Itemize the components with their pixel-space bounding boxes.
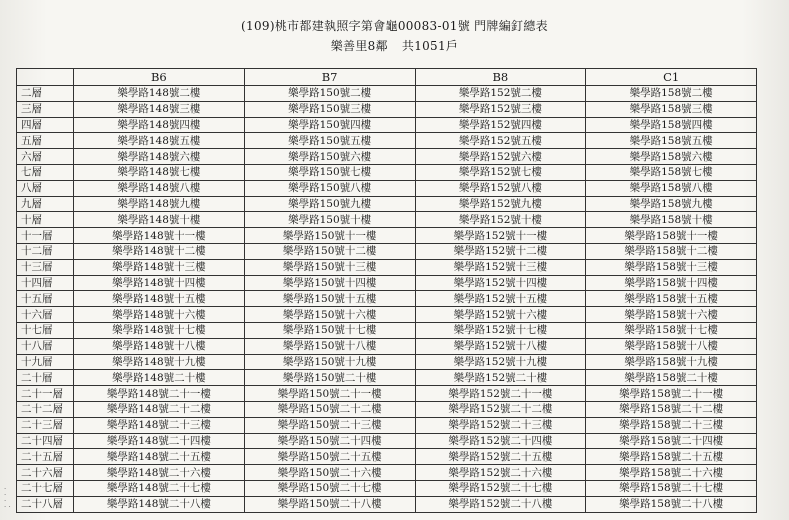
address-cell: 樂學路148號十五樓 [74,291,245,307]
address-cell: 樂學路158號十一樓 [586,228,757,244]
address-cell: 樂學路150號七樓 [244,164,415,180]
address-cell: 樂學路150號十四樓 [244,275,415,291]
table-row [17,465,757,481]
table-row [17,291,757,307]
address-cell: 樂學路158號十六樓 [586,307,757,323]
address-cell: 樂學路148號二十七樓 [74,480,245,496]
address-cell: 樂學路152號九樓 [415,196,586,212]
floor-label: 十四層 [17,275,74,291]
column-header-b6: B6 [74,69,245,86]
address-cell: 樂學路152號二十七樓 [415,480,586,496]
address-cell: 樂學路158號二十六樓 [586,465,757,481]
address-cell: 樂學路148號十三樓 [74,259,245,275]
address-cell: 樂學路148號三樓 [74,101,245,117]
address-cell: 樂學路152號二十八樓 [415,496,586,512]
address-cell: 樂學路158號十四樓 [586,275,757,291]
address-cell: 樂學路148號二十八樓 [74,496,245,512]
floor-label: 二十二層 [17,401,74,417]
address-cell: 樂學路150號十八樓 [244,338,415,354]
address-cell: 樂學路148號六樓 [74,149,245,165]
address-cell: 樂學路148號二十四樓 [74,433,245,449]
table-row [17,354,757,370]
header-row [17,69,757,86]
address-cell: 樂學路152號十二樓 [415,243,586,259]
floor-label: 二十三層 [17,417,74,433]
address-cell: 樂學路158號四樓 [586,117,757,133]
address-cell: 樂學路148號十九樓 [74,354,245,370]
table-row [17,196,757,212]
address-cell: 樂學路148號十樓 [74,212,245,228]
address-cell: 樂學路148號五樓 [74,133,245,149]
address-cell: 樂學路148號十八樓 [74,338,245,354]
table-row [17,417,757,433]
address-cell: 樂學路148號二十六樓 [74,465,245,481]
address-cell: 樂學路148號十一樓 [74,228,245,244]
address-cell: 樂學路152號七樓 [415,164,586,180]
corner-cell [17,69,74,86]
table-row [17,401,757,417]
floor-label: 三層 [17,101,74,117]
address-cell: 樂學路152號二十四樓 [415,433,586,449]
address-cell: 樂學路158號二十三樓 [586,417,757,433]
address-cell: 樂學路152號十八樓 [415,338,586,354]
address-cell: 樂學路152號十一樓 [415,228,586,244]
scan-speckle-marks: · · · · · [4,485,11,511]
table-body [17,86,757,513]
floor-label: 十二層 [17,243,74,259]
address-cell: 樂學路152號十九樓 [415,354,586,370]
table-row [17,259,757,275]
address-cell: 樂學路158號十三樓 [586,259,757,275]
address-cell: 樂學路152號十三樓 [415,259,586,275]
address-cell: 樂學路152號三樓 [415,101,586,117]
address-cell: 樂學路148號二十一樓 [74,386,245,402]
floor-label: 十三層 [17,259,74,275]
address-cell: 樂學路150號六樓 [244,149,415,165]
table-row [17,101,757,117]
address-cell: 樂學路158號十五樓 [586,291,757,307]
address-cell: 樂學路150號二十六樓 [244,465,415,481]
address-cell: 樂學路150號四樓 [244,117,415,133]
table-row [17,164,757,180]
neighborhood-label: 樂善里8鄰 [330,39,388,53]
address-cell: 樂學路158號二十八樓 [586,496,757,512]
address-cell: 樂學路150號八樓 [244,180,415,196]
table-header [17,69,757,86]
floor-label: 十五層 [17,291,74,307]
table-row [17,338,757,354]
address-cell: 樂學路150號十二樓 [244,243,415,259]
address-cell: 樂學路150號二十七樓 [244,480,415,496]
address-cell: 樂學路150號二十一樓 [244,386,415,402]
address-cell: 樂學路152號十六樓 [415,307,586,323]
address-cell: 樂學路152號二樓 [415,86,586,102]
address-cell: 樂學路158號二十五樓 [586,449,757,465]
table-row [17,275,757,291]
address-cell: 樂學路152號二十樓 [415,370,586,386]
table-row [17,149,757,165]
table-row [17,243,757,259]
floor-label: 二十一層 [17,386,74,402]
address-cell: 樂學路150號十五樓 [244,291,415,307]
address-cell: 樂學路158號十九樓 [586,354,757,370]
table-row [17,228,757,244]
address-cell: 樂學路150號十七樓 [244,322,415,338]
table-row [17,480,757,496]
floor-label: 二層 [17,86,74,102]
address-cell: 樂學路158號十樓 [586,212,757,228]
address-cell: 樂學路148號八樓 [74,180,245,196]
address-cell: 樂學路148號二十三樓 [74,417,245,433]
column-header-c1: C1 [586,69,757,86]
floor-label: 五層 [17,133,74,149]
address-cell: 樂學路158號六樓 [586,149,757,165]
address-cell: 樂學路158號十七樓 [586,322,757,338]
address-cell: 樂學路150號十九樓 [244,354,415,370]
address-cell: 樂學路152號二十三樓 [415,417,586,433]
floor-label: 八層 [17,180,74,196]
table-row [17,386,757,402]
address-cell: 樂學路150號九樓 [244,196,415,212]
floor-label: 十八層 [17,338,74,354]
floor-label: 七層 [17,164,74,180]
address-cell: 樂學路150號十樓 [244,212,415,228]
address-cell: 樂學路150號二十二樓 [244,401,415,417]
address-cell: 樂學路158號八樓 [586,180,757,196]
floor-label: 二十五層 [17,449,74,465]
document-subtitle [0,37,789,54]
table-row [17,117,757,133]
address-cell: 樂學路150號二十三樓 [244,417,415,433]
address-cell: 樂學路150號十一樓 [244,228,415,244]
floor-label: 九層 [17,196,74,212]
address-cell: 樂學路158號二十七樓 [586,480,757,496]
table-row [17,370,757,386]
floor-label: 二十四層 [17,433,74,449]
table-row [17,433,757,449]
address-cell: 樂學路152號四樓 [415,117,586,133]
address-cell: 樂學路152號十七樓 [415,322,586,338]
floor-label: 十六層 [17,307,74,323]
column-header-b7: B7 [244,69,415,86]
address-cell: 樂學路152號五樓 [415,133,586,149]
door-number-table [16,68,757,513]
floor-label: 六層 [17,149,74,165]
table-row [17,322,757,338]
address-cell: 樂學路150號二十五樓 [244,449,415,465]
address-cell: 樂學路148號七樓 [74,164,245,180]
floor-label: 十九層 [17,354,74,370]
address-cell: 樂學路148號十六樓 [74,307,245,323]
floor-label: 二十七層 [17,480,74,496]
address-cell: 樂學路148號十二樓 [74,243,245,259]
table-row [17,307,757,323]
table-row [17,212,757,228]
address-cell: 樂學路148號九樓 [74,196,245,212]
table-row [17,86,757,102]
address-cell: 樂學路150號五樓 [244,133,415,149]
address-cell: 樂學路158號五樓 [586,133,757,149]
address-cell: 樂學路150號二十樓 [244,370,415,386]
address-cell: 樂學路150號三樓 [244,101,415,117]
address-cell: 樂學路152號十四樓 [415,275,586,291]
floor-label: 二十八層 [17,496,74,512]
address-cell: 樂學路158號二十四樓 [586,433,757,449]
address-cell: 樂學路152號二十五樓 [415,449,586,465]
floor-label: 十層 [17,212,74,228]
address-cell: 樂學路150號十三樓 [244,259,415,275]
address-cell: 樂學路152號十樓 [415,212,586,228]
table-row [17,449,757,465]
floor-label: 四層 [17,117,74,133]
address-cell: 樂學路152號六樓 [415,149,586,165]
floor-label: 二十六層 [17,465,74,481]
address-cell: 樂學路158號十八樓 [586,338,757,354]
table-row [17,180,757,196]
document-title: (109)桃市都建執照字第會龜00083-01號 門牌編釘總表 [241,19,548,33]
address-cell: 樂學路152號八樓 [415,180,586,196]
address-cell: 樂學路148號四樓 [74,117,245,133]
floor-label: 二十層 [17,370,74,386]
address-cell: 樂學路150號二十四樓 [244,433,415,449]
address-cell: 樂學路158號三樓 [586,101,757,117]
address-cell: 樂學路148號二十二樓 [74,401,245,417]
address-cell: 樂學路158號二十樓 [586,370,757,386]
address-cell: 樂學路158號十二樓 [586,243,757,259]
address-cell: 樂學路158號七樓 [586,164,757,180]
floor-label: 十七層 [17,322,74,338]
address-cell: 樂學路150號二樓 [244,86,415,102]
address-cell: 樂學路158號二十一樓 [586,386,757,402]
household-count: 共1051戶 [401,39,459,53]
address-cell: 樂學路148號十七樓 [74,322,245,338]
address-cell: 樂學路148號二十樓 [74,370,245,386]
address-cell: 樂學路152號二十二樓 [415,401,586,417]
address-cell: 樂學路150號十六樓 [244,307,415,323]
address-cell: 樂學路150號二十八樓 [244,496,415,512]
column-header-b8: B8 [415,69,586,86]
address-cell: 樂學路148號二十五樓 [74,449,245,465]
table-row [17,133,757,149]
floor-label: 十一層 [17,228,74,244]
address-cell: 樂學路148號二樓 [74,86,245,102]
address-cell: 樂學路148號十四樓 [74,275,245,291]
address-cell: 樂學路158號二樓 [586,86,757,102]
address-cell: 樂學路152號二十六樓 [415,465,586,481]
address-cell: 樂學路152號十五樓 [415,291,586,307]
table-row [17,496,757,512]
address-cell: 樂學路152號二十一樓 [415,386,586,402]
address-cell: 樂學路158號九樓 [586,196,757,212]
address-cell: 樂學路158號二十二樓 [586,401,757,417]
